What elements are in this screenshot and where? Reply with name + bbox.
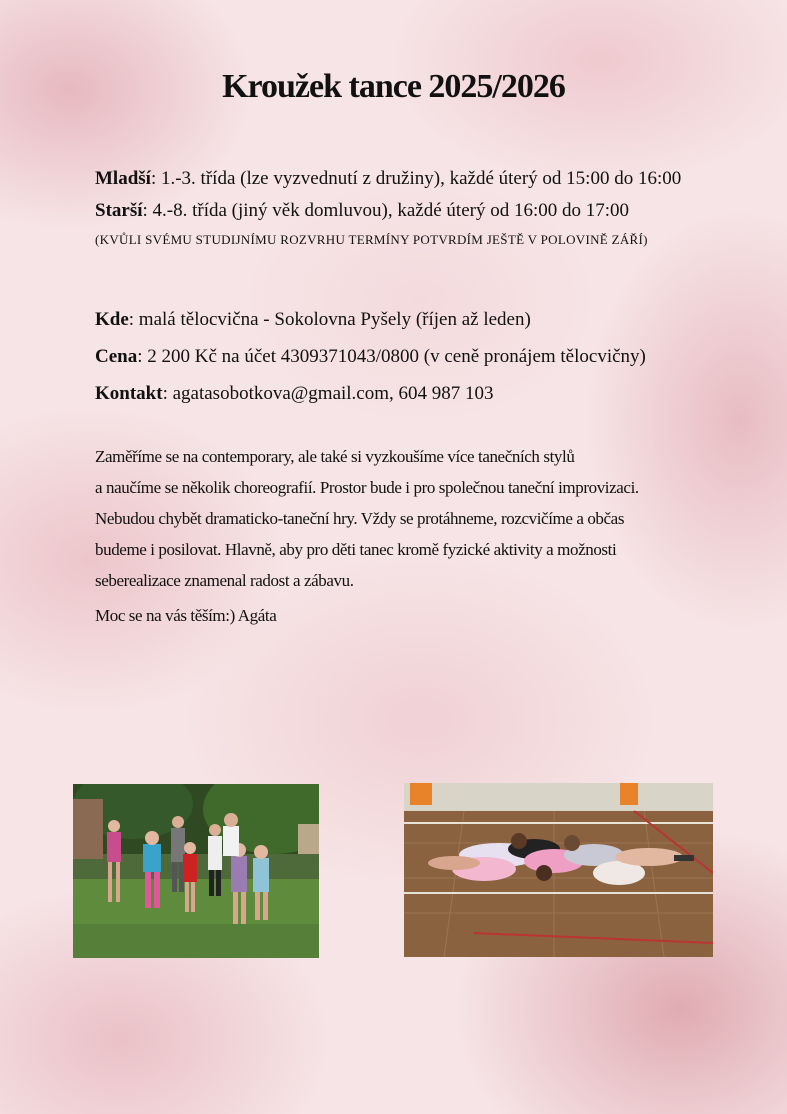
page-title: Kroužek tance 2025/2026: [222, 68, 565, 105]
price-text: : 2 200 Kč na účet 4309371043/0800 (v ceně pronájem tělocvičny): [137, 346, 646, 367]
description-paragraph: [95, 441, 735, 631]
group-younger: [95, 168, 681, 190]
schedule-note: (KVŮLI SVÉMU STUDIJNÍMU ROZVRHU TERMÍNY POTVRDÍM JEŠTĚ V POLOVINĚ ZÁŘÍ): [95, 232, 648, 247]
group-older-text: : 4.-8. třída (jiný věk domluvou), každé úterý od 16:00 do 17:00: [142, 200, 630, 221]
contact-line: [95, 383, 494, 405]
location-line: [95, 309, 531, 331]
photo-children-outdoors: [73, 784, 319, 958]
contact-text: : agatasobotkova@gmail.com, 604 987 103: [162, 383, 494, 404]
group-older: [95, 200, 629, 222]
contact-label: Kontakt: [95, 383, 163, 404]
group-younger-label: Mladší: [95, 168, 151, 189]
description-line: Nebudou chybět dramaticko-taneční hry. Vždy se protáhneme, rozcvičíme a občas: [95, 509, 625, 528]
description-line: a naučíme se několik choreografií. Prostor bude i pro společnou taneční improvizaci.: [95, 478, 639, 497]
group-older-label: Starší: [95, 200, 143, 221]
photo-children-gym-floor: [404, 783, 713, 957]
price-label: Cena: [95, 346, 138, 367]
location-text: : malá tělocvična - Sokolovna Pyšely (říjen až leden): [128, 309, 531, 330]
description-line: seberealizace znamenal radost a zábavu.: [95, 571, 354, 590]
description-line: budeme i posilovat. Hlavně, aby pro děti tanec kromě fyzické aktivity a možnosti: [95, 540, 617, 559]
location-label: Kde: [95, 309, 129, 330]
group-younger-text: : 1.-3. třída (lze vyzvednutí z družiny), každé úterý od 15:00 do 16:00: [150, 168, 682, 189]
signature-line: Moc se na vás těším:) Agáta: [95, 606, 277, 625]
description-line: Zaměříme se na contemporary, ale také si vyzkoušíme více tanečních stylů: [95, 447, 575, 466]
price-line: [95, 346, 646, 368]
